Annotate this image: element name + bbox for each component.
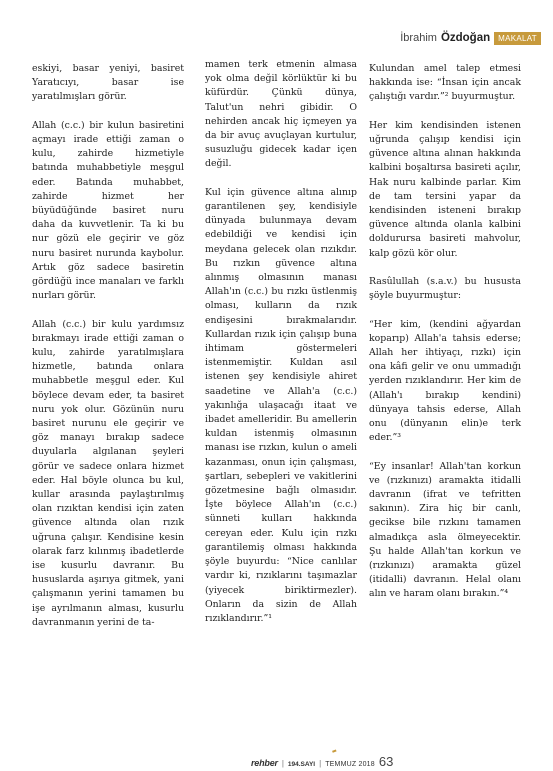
issue-date: TEMMUZ 2018 bbox=[325, 761, 375, 768]
footer-separator: | bbox=[319, 759, 322, 768]
issue-number: 194.SAYI bbox=[287, 761, 316, 768]
paragraph: “Her kim, (kendini ağyardan koparıp) Allah'a tahsis ederse; Allah her ihtiyaçı, rızkı) için ona kâfi gelir ve onu ummadığı yerden rızıklandırır. Her kim de (Allah'ı bırakıp kendini) dünyaya tahsis ederse, Allah onu (dünyanın elin)e terk eder.”³ bbox=[369, 318, 521, 444]
section-tag: MAKALAT bbox=[494, 32, 541, 45]
paragraph: eskiyi, basar yeniyi, basiret Yaratıcıyı, basar ise yaratılmışları görür. bbox=[32, 63, 184, 103]
text-column-2 bbox=[205, 58, 357, 626]
paragraph: “Ey insanlar! Allah'tan korkun ve (rızkınızı) aramakta itidalli davranın (ifrat ve tefritten sakının). Zira hiç bir canlı, gecikse bile rızkını tamamen almadıkça asla ölmeyecektir. Şu halde Allah'tan korkun ve (rızkınızı) aramakta güzel (itidalli) davranın. Helal olanı alın ve haram olanı bırakın.”⁴ bbox=[369, 460, 521, 600]
paragraph: mamen terk etmenin almasa yok olma değil körlüktür ki bu küfürdür. Çünkü dünya, Talut'un nehri gibidir. O nehirden ancak hiç içmeyen ya da bir avuç avuçlayan kurtulur, susuzluğu gidecek kadar içen değil. bbox=[205, 59, 357, 170]
page-number: 63 bbox=[378, 754, 394, 769]
page-header bbox=[400, 30, 541, 46]
text-column-1 bbox=[32, 62, 184, 630]
text-column-3 bbox=[369, 62, 521, 602]
paragraph: Allah (c.c.) bir kulu yardımsız bırakmayı irade ettiği zaman o kulu, zahirde yaratılmışlara hizmetle, batında onlara muhabbetle meşgul eder. Kul böylece devam eder, ta basiret nuru yok olur. Gözünün nuru basiret nurunu ele geçirir ve göz manayı bırakıp sadece duyularla algılanan şeyleri görür ve sadece onlara hizmet eder. Hal böyle olunca bu kul, kullar arasında paylaştırılmış olan rızıktan kendisi için zaten güvence altında olan rızık uğruna çalışır. Kendisine kesin olarak farz kılınmış ibadetlerde ise kusurlu davranır. Bu hususlarda aşırıya gitmek, yani çalışmanın yerini tamamen bu işe ayrılmanın alması, kusurlu davranmanın yerini de ta- bbox=[32, 318, 184, 628]
author-first-name: İbrahim bbox=[400, 32, 437, 44]
paragraph: Kulundan amel talep etmesi hakkında ise: “İnsan için ancak çalıştığı vardır.”² buyurmuştur. bbox=[369, 63, 521, 103]
footer-separator: | bbox=[281, 759, 284, 768]
paragraph: Her kim kendisinden istenen uğrunda çalışıp kendisi için güvence altına alınan hakkında kalbini boşaltırsa basireti açılır, Hak nuru kalbinde parlar. Kim de tam tersini yapar da kendisinden isteneni bırakıp güvence altında olanla kalbini doldurursa basireti mahvolur, kalp gözü kör olur. bbox=[369, 119, 521, 259]
author-last-name: Özdoğan bbox=[440, 32, 491, 44]
magazine-logo: rehber bbox=[251, 758, 278, 768]
paragraph: Kul için güvence altına alınıp garantilenen şey, kendisiyle dünyada bulunmaya devam edebildiği ve kendisi için meydana gelecek olan rızıkdır. Bu rızkın güvence altına alınmış olmasının manası Allah'ın (c.c.) bu rızkı üstlenmiş olması, kulların da rızık endişesini bırakmalarıdır. Kullardan rızık için çalışıp buna ihtimam göstermeleri istenmemiştir. Kuldan asıl istenen şey kendisiyle ahiret saadetine ve Allah'a (c.c.) yakınlığa ulaşacağı itaat ve ibadet amelleridir. Bu amellerin kuldan istenmiş olmasının manası ise rızkın, kulun o ameli kazanması, onun için çalışması, şartları, sebepleri ve vakitlerini gözetmesine bağlı olmasıdır. İşte böylece Allah'ın (c.c.) sünneti kulları hakkında cereyan eder. Kulu için rızkı garantilemiş olması hakkında şöyle buyurdu: “Nice canlılar vardır ki, rızıklarını taşımazlar (yiyecek biriktirmezler). Onların da sizin de Allah rızıklandırır.”¹ bbox=[205, 186, 357, 624]
paragraph: Allah (c.c.) bir kulun basiretini açmayı irade ettiği zaman o kulu, zahirde hizmetiyle batında muhabbetiyle meşgul eder. Batında muhabbet, zahirde hizmet her büyüdüğünde basiret nuru daha da kuvvetlenir. Ta ki bu nur gözü ele geçirir ve göz nuru basiret nurunda kaybolur. Artık göz sadece basiretin gördüğü ince manaları ve farklı nurları görür. bbox=[32, 119, 184, 302]
page-footer bbox=[251, 754, 393, 769]
paragraph: Rasûlullah (s.a.v.) bu hususta şöyle buyurmuştur: bbox=[369, 276, 521, 302]
